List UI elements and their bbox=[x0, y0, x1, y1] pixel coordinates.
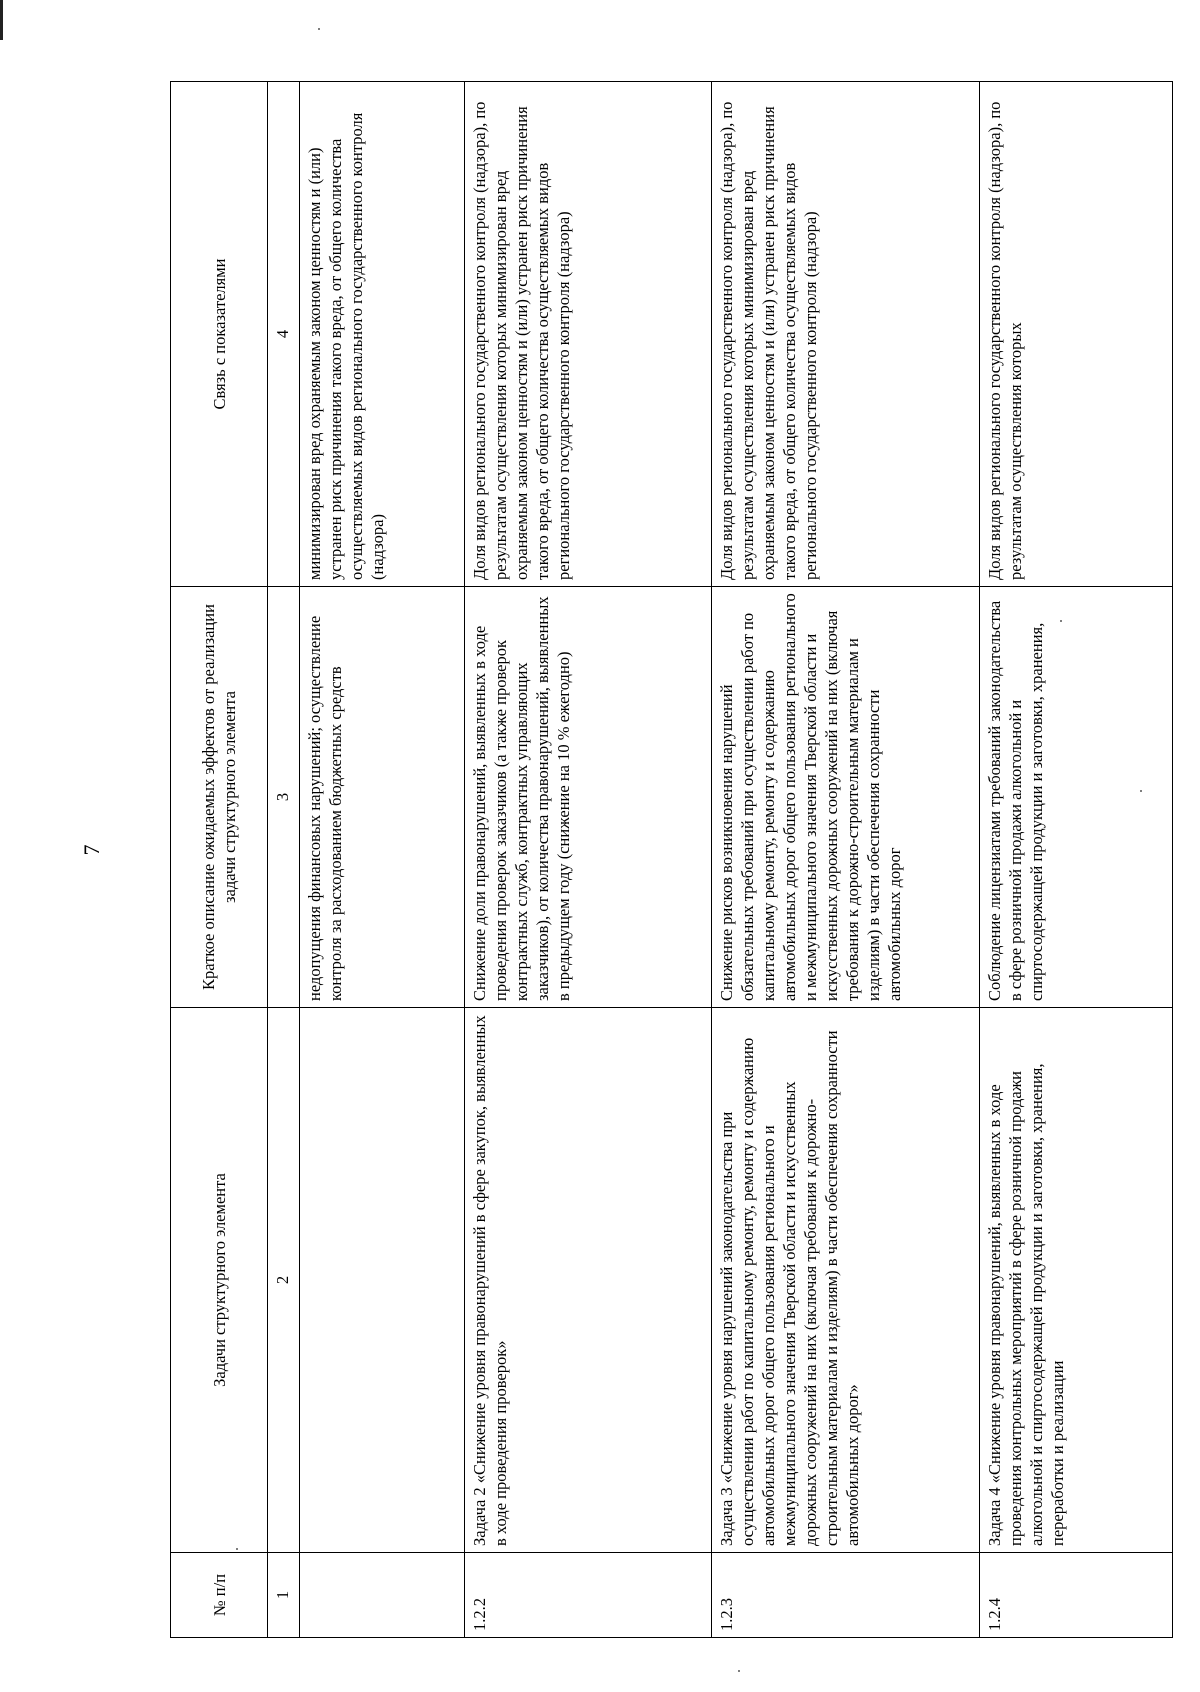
header-num: № п/п bbox=[171, 1553, 268, 1638]
page-number: 7 bbox=[79, 844, 104, 856]
table-row bbox=[300, 82, 465, 1638]
column-number-2: 2 bbox=[268, 1008, 300, 1553]
row-task bbox=[300, 1008, 465, 1553]
scan-speck bbox=[318, 28, 320, 30]
row-task: Задача 2 «Снижение уровня правонарушений в сфере закупок, выявленных в ходе проведения проверок» bbox=[465, 1008, 712, 1553]
row-indicator: Доля видов регионального государственного контроля (надзора), по результатам осуществления которых минимизирован вред охраняемым законом ценностям и (или) устранен риск причинения такого вреда, от общего количества осуществляемых видов регионального государственного контроля (надзора) bbox=[465, 82, 712, 587]
header-indicators: Связь с показателями bbox=[171, 82, 268, 587]
row-num bbox=[300, 1553, 465, 1638]
column-number-row bbox=[268, 82, 300, 1638]
column-number-3: 3 bbox=[268, 587, 300, 1008]
row-effect: Соблюдение лицензиатами требований законодательства в сфере розничной продажи алкогольной и спиртосодержащей продукции и заготовки, хранения, bbox=[980, 587, 1173, 1008]
table-row bbox=[980, 82, 1173, 1638]
row-effect: Снижение доли правонарушений, выявленных в ходе проведения проверок заказчиков (а также проверок контрактных служб, контрактных управляющих заказчиков), от количества правонарушений, выявленных в предыдущем году (снижение на 10 % ежегодно) bbox=[465, 587, 712, 1008]
row-effect: недопущения финансовых нарушений; осуществление контроля за расходованием бюджетных средств bbox=[300, 587, 465, 1008]
row-num: 1.2.3 bbox=[712, 1553, 980, 1638]
row-task: Задача 3 «Снижение уровня нарушений законодательства при осуществлении работ по капитальному ремонту, ремонту и содержанию автомобильных дорог общего пользования регионального и межмуниципального значения Тверской области и искусственных дорожных сооружений на них (включая требования к дорожно-строительным материалам и изделиям) в части обеспечения сохранности автомобильных дорог» bbox=[712, 1008, 980, 1553]
row-effect: Снижение рисков возникновения нарушений обязательных требований при осуществлении работ по капитальному ремонту, ремонту и содержанию автомобильных дорог общего пользования регионального и межмуниципального значения Тверской области и искусственных дорожных сооружений на них (включая требования к дорожно-строительным материалам и изделиям) в части обеспечения сохранности автомобильных дорог bbox=[712, 587, 980, 1008]
rotated-table-container bbox=[170, 82, 1172, 1638]
row-num: 1.2.2 bbox=[465, 1553, 712, 1638]
table-row bbox=[465, 82, 712, 1638]
scan-edge-line bbox=[0, 0, 3, 40]
row-task: Задача 4 «Снижение уровня правонарушений, выявленных в ходе проведения контрольных мероприятий в сфере розничной продажи алкогольной и спиртосодержащей продукции и заготовки, хранения, переработки и реализации bbox=[980, 1008, 1173, 1553]
table-header-row bbox=[171, 82, 268, 1638]
header-tasks: Задачи структурного элемента bbox=[171, 1008, 268, 1553]
scan-speck bbox=[738, 1670, 740, 1672]
row-indicator: Доля видов регионального государственного контроля (надзора), по результатам осуществления которых минимизирован вред охраняемым законом ценностям и (или) устранен риск причинения такого вреда, от общего количества осуществляемых видов регионального государственного контроля (надзора) bbox=[712, 82, 980, 587]
column-number-4: 4 bbox=[268, 82, 300, 587]
column-number-1: 1 bbox=[268, 1553, 300, 1638]
structural-element-tasks-table bbox=[170, 81, 1173, 1638]
row-num: 1.2.4 bbox=[980, 1553, 1173, 1638]
header-effects: Краткое описание ожидаемых эффектов от реализации задачи структурного элемента bbox=[171, 587, 268, 1008]
table-row bbox=[712, 82, 980, 1638]
row-indicator: Доля видов регионального государственного контроля (надзора), по результатам осуществления которых bbox=[980, 82, 1173, 587]
row-indicator: минимизирован вред охраняемым законом ценностям и (или) устранен риск причинения такого вреда, от общего количества осуществляемых видов регионального государственного контроля (надзора) bbox=[300, 82, 465, 587]
